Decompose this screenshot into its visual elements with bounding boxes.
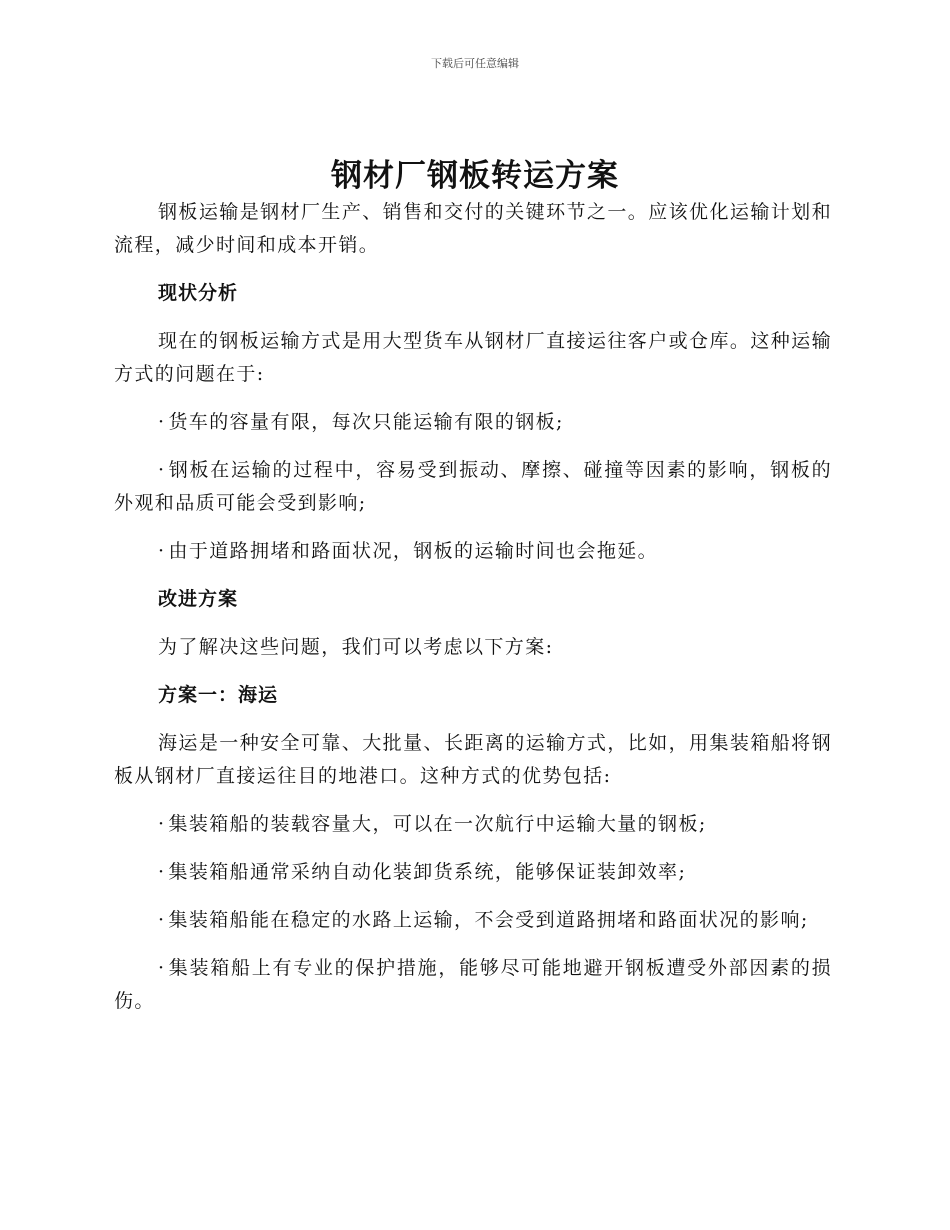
bullet-text: 货车的容量有限，每次只能运输有限的钢板; [168,411,564,433]
bullet-item [114,454,832,520]
bullet-text: 集装箱船的装载容量大，可以在一次航行中运输大量的钢板; [168,813,707,835]
bullet-dot-icon: · [158,813,166,835]
bullet-dot-icon: · [158,411,166,433]
intro-paragraph: 钢板运输是钢材厂生产、销售和交付的关键环节之一。应该优化运输计划和流程，减少时间和成本开销。 [114,201,832,256]
section-heading-status: 现状分析 [158,282,239,304]
section-heading-improvement: 改进方案 [158,588,239,610]
bullet-item [114,808,832,841]
status-paragraph: 现在的钢板运输方式是用大型货车从钢材厂直接运往客户或仓库。这种运输方式的问题在于: [114,330,832,385]
header-note: 下载后可任意编辑 [431,57,519,70]
document-title: 钢材厂钢板转运方案 [331,158,619,194]
bullet-item [114,406,832,439]
bullet-dot-icon: · [158,861,166,883]
bullet-dot-icon: · [158,909,166,931]
bullet-text: 集装箱船通常采纳自动化装卸货系统，能够保证装卸效率; [168,861,687,883]
document-body [114,196,832,1033]
section-heading-plan-one: 方案一：海运 [158,684,279,706]
bullet-text: 集装箱船上有专业的保护措施，能够尽可能地避开钢板遭受外部因素的损伤。 [114,957,832,1012]
bullet-item [114,904,832,937]
bullet-item [114,535,832,568]
bullet-text: 由于道路拥堵和路面状况，钢板的运输时间也会拖延。 [168,540,659,562]
improvement-paragraph: 为了解决这些问题，我们可以考虑以下方案: [158,636,554,658]
bullet-dot-icon: · [158,957,166,979]
bullet-dot-icon: · [158,540,166,562]
bullet-dot-icon: · [158,459,166,481]
bullet-item [114,952,832,1018]
bullet-text: 集装箱船能在稳定的水路上运输，不会受到道路拥堵和路面状况的影响; [168,909,809,931]
bullet-text: 钢板在运输的过程中，容易受到振动、摩擦、碰撞等因素的影响，钢板的外观和品质可能会受到影响; [114,459,832,514]
plan-one-paragraph: 海运是一种安全可靠、大批量、长距离的运输方式，比如，用集装箱船将钢板从钢材厂直接运往目的地港口。这种方式的优势包括: [114,732,832,787]
bullet-item [114,856,832,889]
